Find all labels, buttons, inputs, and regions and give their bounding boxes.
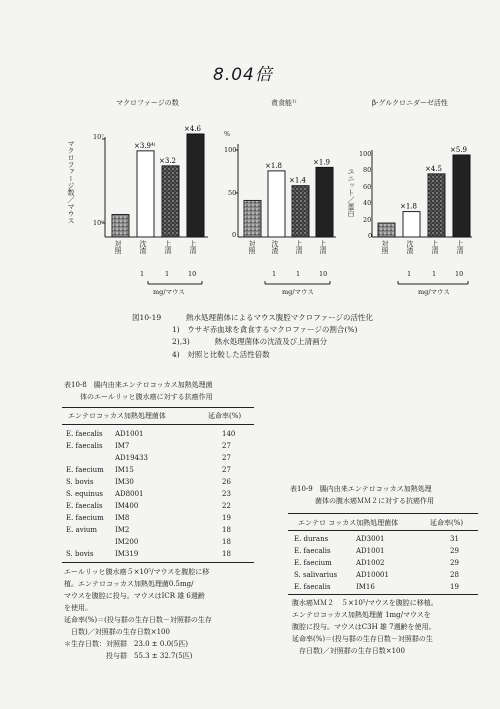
table-cell-strain: IM200	[115, 538, 139, 546]
table2-header-2: 延命率(%)	[430, 519, 464, 527]
chart2-xcat: 沈渣	[271, 240, 279, 254]
table-cell-strain: AD3001	[356, 535, 385, 543]
table-note: 日数)／対照群の生存日数×100	[64, 628, 170, 636]
table-note: 植。エンテロコッカス加熱処理菌0.5mg/	[64, 580, 194, 588]
chart2-tick: 100	[224, 146, 237, 154]
chart3-tick: 0	[368, 232, 373, 240]
chart3-title: β-グルクロニダーゼ活性	[372, 99, 448, 107]
table-cell-value: 27	[222, 442, 231, 450]
bars2-bar-1	[268, 171, 285, 237]
bars3-fold-label-1: ×1.8	[400, 202, 417, 211]
chart1-tick: 10⁶	[93, 219, 104, 227]
bars2-fold-label-2: ×1.4	[289, 176, 306, 185]
chart2-tick: 0	[232, 231, 237, 239]
chart1-title: マクロファージの数	[116, 99, 179, 107]
figure-note: 4) 対照と比較した活性倍数	[172, 350, 270, 359]
table1-rule-mid	[62, 424, 254, 425]
table2-header-1: エンテロ コッカス加熱処理菌体	[298, 519, 399, 527]
table-note: 腹腔に投与。マウスはC3H 雄 7週齢を使用。	[292, 623, 436, 631]
table-cell-species: E. faecalis	[66, 442, 103, 450]
table-cell-species: E. durans	[294, 535, 329, 543]
bars1-fold-label-2: ×3.2	[159, 156, 176, 165]
chart3-xcat: 沈渣	[406, 240, 414, 254]
table-note: 存日数)／対照群の生存日数×100	[292, 647, 405, 655]
table2-rule-top	[288, 513, 478, 514]
table-cell-value: 29	[450, 559, 459, 567]
bars3-bar-2	[428, 174, 445, 237]
table-cell-strain: IM2	[115, 526, 130, 534]
bars1-fold-label-1: ×3.9⁴⁾	[134, 141, 156, 150]
bars3-bar-3	[453, 155, 470, 237]
figure-note: 1) ウサギ赤血球を貪食するマクロファージの割合(%)	[172, 325, 358, 334]
table-note: ＊生存日数：対照群 23.0 ± 0.0(5匹)	[64, 640, 188, 648]
dose-label: 1	[272, 270, 277, 278]
table1-title-2: 体のエールリッヒ腹水癌に対する抗癌作用	[80, 393, 213, 401]
table-cell-strain: IM7	[115, 442, 130, 450]
chart3-xcat: 対照	[381, 240, 389, 254]
handwritten-note: 8.04倍	[213, 65, 273, 85]
table-cell-species: S. bovis	[66, 478, 94, 486]
table-cell-value: 23	[222, 490, 231, 498]
table-cell-value: 27	[222, 466, 231, 474]
table-cell-value: 19	[222, 514, 231, 522]
chart3-tick: 20	[363, 216, 372, 224]
table1-title: 表10-8 腸内由来エンテロコッカス加熱処理菌	[64, 381, 213, 389]
chart2-tick: 50	[228, 189, 237, 197]
table-cell-species: E. faecium	[66, 514, 104, 522]
chart3-tick: 40	[363, 199, 372, 207]
bars2-bar-2	[292, 186, 309, 237]
table-cell-species: S. salivarius	[294, 571, 338, 579]
bars1-bar-2	[162, 166, 179, 237]
bars2-fold-label-1: ×1.8	[265, 161, 282, 170]
unit-label: mg/マウス	[282, 288, 314, 296]
table-cell-value: 28	[450, 571, 459, 579]
unit-label: mg/マウス	[418, 288, 450, 296]
dose-label: 1	[165, 270, 170, 278]
charts-svg	[0, 0, 500, 300]
dose-label: 1	[432, 270, 437, 278]
dose-label: 1	[296, 270, 301, 278]
table-note: 延命率(%)＝(投与群の生存日数－対照群の生存	[64, 616, 212, 624]
table-note: 腹水癌ＭＭ２ ５×10⁵/マウスを腹腔に移植。	[292, 599, 438, 607]
table-cell-species: S. equinus	[66, 490, 103, 498]
bars3-fold-label-2: ×4.5	[425, 164, 442, 173]
table1-header-1: エンテロコッカス加熱処理菌体	[68, 412, 166, 420]
table1-rule-top	[62, 407, 254, 408]
table1-header-2: 延命率(%)	[208, 412, 242, 420]
table2-title: 表10-9 腸内由来エンテロコッカス加熱処理	[290, 485, 432, 493]
table-cell-strain: IM16	[356, 583, 375, 591]
table-cell-value: 31	[450, 535, 459, 543]
dose-label: 10	[455, 270, 464, 278]
table-cell-value: 22	[222, 502, 231, 510]
chart3-xcat: 上清	[456, 240, 464, 254]
table-cell-strain: IM30	[115, 478, 134, 486]
chart3-tick: 60	[363, 183, 372, 191]
unit-label: mg/マウス	[153, 288, 185, 296]
dose-label: 1	[407, 270, 412, 278]
table-cell-species: E. avium	[66, 526, 98, 534]
table-cell-strain: IM15	[115, 466, 134, 474]
table-cell-species: E. faecalis	[66, 502, 103, 510]
chart3-xcat: 上清	[431, 240, 439, 254]
table-cell-value: 18	[222, 550, 231, 558]
dose-label: 10	[188, 270, 197, 278]
table2-rule-bottom	[288, 594, 478, 595]
table-note: エールリッヒ腹水癌５×10⁵/マウスを腹腔に移	[64, 568, 210, 576]
table-cell-species: E. faecalis	[294, 583, 331, 591]
table-cell-value: 29	[450, 547, 459, 555]
table-cell-strain: AD1001	[356, 547, 385, 555]
table-cell-species: E. faecalis	[294, 547, 331, 555]
bars1-bar-3	[187, 134, 204, 237]
table-cell-strain: IM319	[115, 550, 139, 558]
table-cell-value: 19	[450, 583, 459, 591]
bars2-fold-label-3: ×1.9	[313, 158, 330, 167]
chart2-ylabel: %	[224, 130, 231, 138]
chart3-tick: 80	[363, 166, 372, 174]
bars3-bar-1	[403, 212, 420, 237]
chart1-tick: 10⁷	[93, 133, 104, 141]
table-note: エンテロコッカス加熱処理菌 1mg/マウスを	[292, 611, 431, 619]
dose-label: 10	[319, 270, 328, 278]
table-cell-species: E. faecium	[66, 466, 104, 474]
bars1-bar-0	[112, 215, 129, 237]
table-cell-strain: AD8001	[115, 490, 144, 498]
table-note: を使用。	[64, 604, 92, 612]
chart3-tick: 100	[359, 150, 372, 158]
table-note: 投与群 55.3 ± 32.7(5匹)	[64, 652, 193, 660]
table-cell-strain: IM400	[115, 502, 139, 510]
bars3-bar-0	[378, 223, 395, 237]
chart2-title: 貪食能¹⁾	[271, 99, 297, 107]
table-note: マウスを腹腔に投与。マウスはICR 雄 6週齢	[64, 592, 205, 600]
chart1-xcat: 対照	[114, 240, 122, 254]
table-cell-strain: AD1002	[356, 559, 385, 567]
table-cell-strain: AD10001	[356, 571, 389, 579]
table2-title-2: 菌体の腹水癌ＭＭ２に対する抗癌作用	[315, 497, 434, 505]
bars3-fold-label-3: ×5.9	[450, 146, 467, 154]
table-cell-value: 18	[222, 538, 231, 546]
table-cell-species: S. bovis	[66, 550, 94, 558]
table-note: 延命率(%)＝(投与群の生存日数－対照群の生	[292, 635, 433, 643]
bars1-fold-label-3: ×4.6	[184, 125, 201, 133]
table-cell-strain: AD19433	[115, 454, 148, 462]
bars2-bar-0	[244, 200, 261, 237]
table-cell-strain: AD1001	[115, 430, 144, 438]
chart3-ylabel: ユニット／蛋白	[347, 168, 355, 217]
table-cell-value: 140	[222, 430, 236, 438]
dose-label: 1	[140, 270, 145, 278]
chart1-ylabel: マクロファージ数／マウス	[67, 140, 75, 224]
table-cell-strain: IM8	[115, 514, 130, 522]
table-cell-species: E. faecium	[294, 559, 332, 567]
table-cell-value: 26	[222, 478, 231, 486]
chart2-xcat: 上清	[319, 240, 327, 254]
chart1-xcat: 沈渣	[139, 240, 147, 254]
bars2-bar-3	[316, 167, 333, 237]
table-cell-value: 18	[222, 526, 231, 534]
chart2-xcat: 上清	[295, 240, 303, 254]
figure-note: 2),3) 熱水処理菌体の沈渣及び上清画分	[172, 337, 328, 346]
table1-rule-bottom	[62, 562, 254, 563]
chart1-xcat: 上清	[164, 240, 172, 254]
chart2-xcat: 対照	[248, 240, 256, 254]
chart1-xcat: 上清	[189, 240, 197, 254]
table-cell-value: 27	[222, 454, 231, 462]
table2-rule-mid	[288, 530, 478, 531]
figure-caption: 図10-19 熱水処理菌体によるマウス腹腔マクロファージの活性化	[132, 313, 373, 322]
bars1-bar-1	[137, 151, 154, 237]
table-cell-species: E. faecalis	[66, 430, 103, 438]
